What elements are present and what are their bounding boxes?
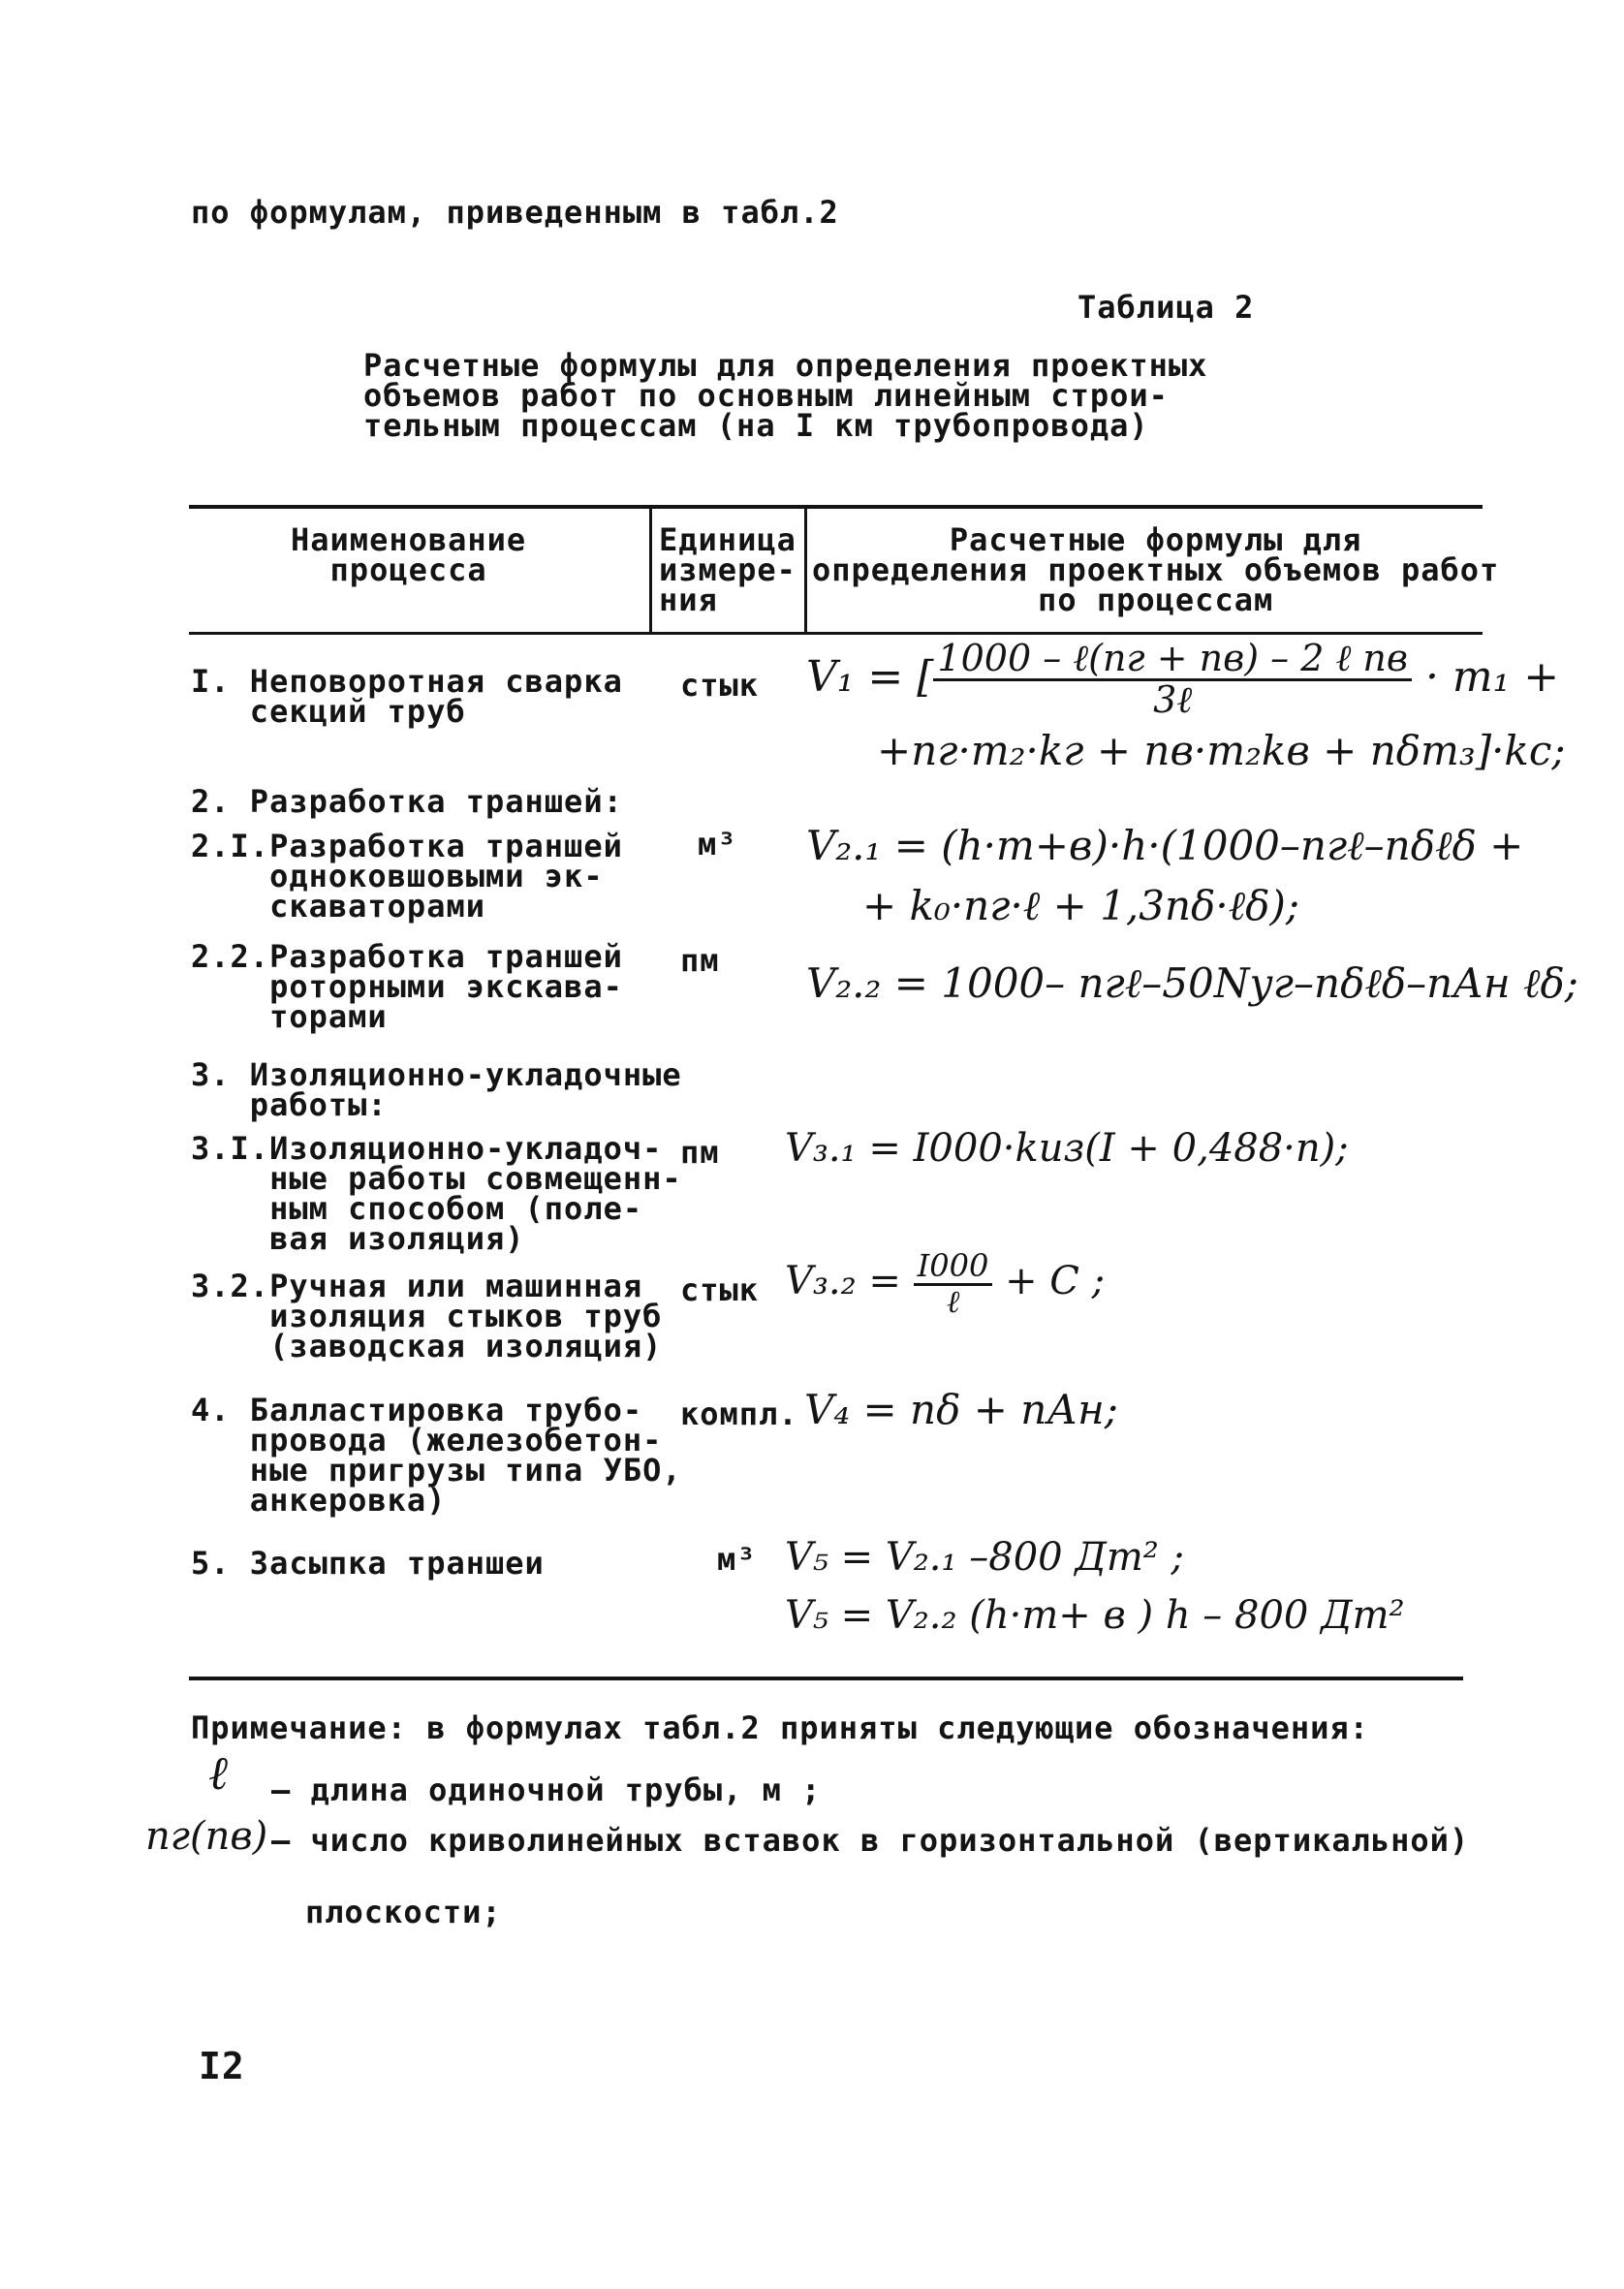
- process-name: 5. Засыпка траншеи: [191, 1545, 545, 1582]
- header-divider-1: [649, 505, 652, 634]
- intro-text: по формулам, приведенным в табл.2: [191, 194, 839, 231]
- formula-v1-rhs: · m₁ +: [1424, 651, 1560, 702]
- process-name: 2.2.Разработка траншей роторными экскава- торами: [191, 938, 623, 1035]
- process-name: 3. Изоляционно-укладочные работы:: [191, 1056, 682, 1123]
- formula-v5-line2: V₅ = V₂.₂ (h·m+ в ) h – 800 Дт²: [785, 1593, 1405, 1638]
- note-text-n-cont: плоскости;: [305, 1894, 502, 1930]
- formula-v32: [785, 1247, 1106, 1320]
- formula-v21-line2: + k₀·nг·ℓ + 1,3nδ·ℓδ);: [862, 882, 1299, 929]
- formula-v32-denominator: ℓ: [946, 1282, 960, 1320]
- header-process: Наименование процесса: [291, 521, 527, 588]
- process-name: 3.I.Изоляционно-укладоч- ные работы совмещенн- ным способом (поле- вая изоляция): [191, 1130, 682, 1257]
- note-text-l: – длина одиночной трубы, м ;: [271, 1772, 822, 1808]
- note-symbol-n: nг(nв): [145, 1814, 268, 1859]
- formula-v21-line1: V₂.₁ = (h·m+в)·h·(1000–nгℓ–nδℓδ +: [806, 822, 1524, 869]
- unit-value: м³: [717, 1541, 757, 1578]
- note-text-n: – число криволинейных вставок в горизонтальной (вертикальной): [271, 1822, 1470, 1859]
- formula-v32-rhs: + C ;: [1005, 1259, 1106, 1304]
- formula-v1-lhs: V₁ = [: [806, 651, 934, 702]
- process-name: 4. Балластировка трубо- провода (железобетон- ные пригрузы типа УБО, анкеровка): [191, 1392, 682, 1519]
- page-number: I2: [199, 2045, 245, 2087]
- header-unit: Единица измере- ния: [659, 521, 796, 618]
- process-name: I. Неповоротная сварка секций труб: [191, 663, 623, 730]
- unit-value: компл.: [680, 1395, 798, 1432]
- unit-value: м³: [698, 826, 737, 862]
- formula-v32-lhs: V₃.₂ =: [785, 1259, 901, 1304]
- unit-value: стык: [680, 667, 760, 704]
- formula-v1-line2: +nг·m₂·kг + nв·m₂kв + nδm₃]·kс;: [877, 727, 1566, 774]
- table-top-rule: [189, 505, 1483, 509]
- table-bottom-rule: [189, 1677, 1463, 1680]
- note-symbol-l: ℓ: [208, 1746, 228, 1801]
- table-caption: Расчетные формулы для определения проектных объемов работ по основным линейным строи- тельным процессам (на I км трубопровода): [363, 347, 1208, 444]
- table-label: Таблица 2: [1077, 289, 1255, 326]
- formula-v5-line1: V₅ = V₂.₁ –800 Дт² ;: [785, 1535, 1184, 1580]
- formula-v32-numerator: I000: [914, 1250, 993, 1286]
- unit-value: стык: [680, 1271, 760, 1308]
- unit-value: пм: [680, 1134, 720, 1171]
- formula-v31: V₃.₁ = I000·kиз(I + 0,488·n);: [785, 1126, 1349, 1171]
- formula-v1-denominator: 3ℓ: [1153, 677, 1193, 721]
- process-name: 2. Разработка траншей:: [191, 783, 623, 820]
- table-header-rule: [189, 632, 1483, 635]
- formula-v4: V₄ = nδ + nАн;: [804, 1386, 1118, 1433]
- formula-v1-numerator: 1000 – ℓ(nг + nв) – 2 ℓ nв: [933, 640, 1412, 681]
- formula-v1: [806, 637, 1560, 721]
- header-divider-2: [804, 505, 807, 634]
- formula-v22: V₂.₂ = 1000– nгℓ–50Nуг–nδℓδ–nАн ℓδ;: [806, 959, 1578, 1007]
- process-name: 2.I.Разработка траншей одноковшовыми эк- скаваторами: [191, 828, 623, 925]
- process-name: 3.2.Ручная или машинная изоляция стыков труб (заводская изоляция): [191, 1268, 663, 1364]
- note-title: Примечание: в формулах табл.2 приняты следующие обозначения:: [191, 1709, 1369, 1746]
- unit-value: пм: [680, 942, 720, 979]
- header-formula: Расчетные формулы для определения проектных объемов работ по процессам: [812, 521, 1500, 618]
